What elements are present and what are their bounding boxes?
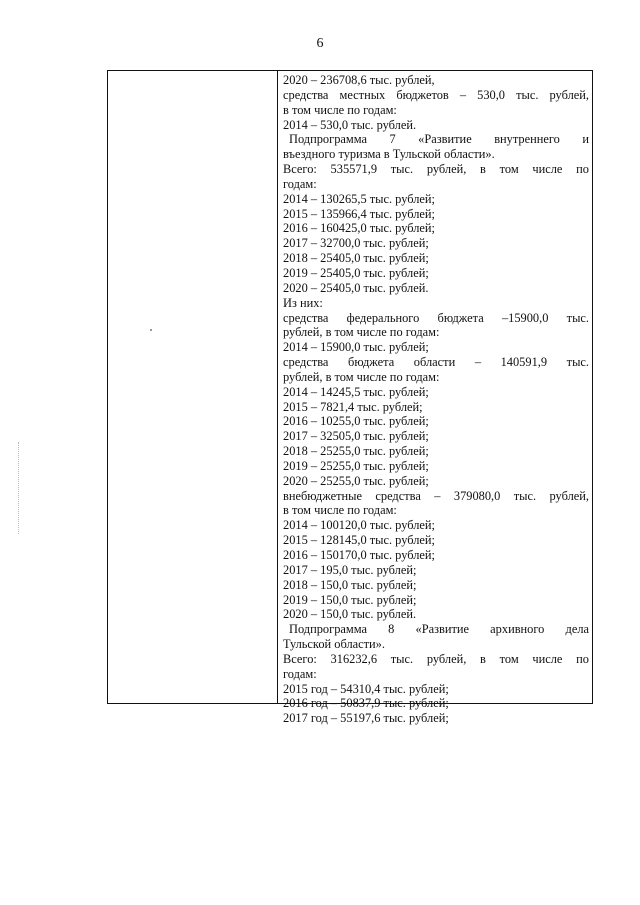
table-left-cell [108, 71, 278, 703]
text-line: Подпрограмма 8 «Развитие архивного дела [289, 622, 589, 637]
text-line: Всего: 535571,9 тыс. рублей, в том числе по [283, 162, 589, 177]
text-line: 2016 год – 50837,9 тыс. рублей; [283, 696, 449, 711]
funding-table [107, 70, 593, 726]
text-line: 2020 – 25255,0 тыс. рублей; [283, 473, 429, 488]
text-line: средства федерального бюджета –15900,0 тыс. [283, 310, 589, 325]
text-line: годам: [283, 176, 317, 191]
text-line: 2014 – 15900,0 тыс. рублей; [283, 340, 429, 355]
text-line: средства бюджета области – 140591,9 тыс. [283, 355, 589, 370]
text-line: въездного туризма в Тульской области». [283, 147, 495, 162]
text-line: Из них: [283, 295, 323, 310]
text-line: 2020 – 236708,6 тыс. рублей, [283, 73, 435, 87]
text-line: внебюджетные средства – 379080,0 тыс. рублей, [283, 488, 589, 503]
text-line: 2020 – 25405,0 тыс. рублей. [283, 280, 429, 295]
text-line: 2015 – 135966,4 тыс. рублей; [283, 206, 435, 221]
text-line: 2018 – 25405,0 тыс. рублей; [283, 251, 429, 266]
text-line: 2015 – 128145,0 тыс. рублей; [283, 533, 435, 548]
text-line: рублей, в том числе по годам: [283, 325, 440, 340]
text-line: 2014 – 530,0 тыс. рублей. [283, 117, 417, 132]
text-line: 2016 – 160425,0 тыс. рублей; [283, 221, 435, 236]
text-line: 2019 – 150,0 тыс. рублей; [283, 592, 417, 607]
text-line: Подпрограмма 7 «Развитие внутреннего и [289, 132, 589, 147]
text-line: 2018 – 25255,0 тыс. рублей; [283, 444, 429, 459]
text-line: 2015 – 7821,4 тыс. рублей; [283, 399, 423, 414]
text-line: 2014 – 100120,0 тыс. рублей; [283, 518, 435, 533]
text-line: 2017 – 195,0 тыс. рублей; [283, 562, 417, 577]
text-line: 2015 год – 54310,4 тыс. рублей; [283, 681, 449, 696]
text-line: 2016 – 10255,0 тыс. рублей; [283, 414, 429, 429]
text-line: 2014 – 14245,5 тыс. рублей; [283, 384, 429, 399]
text-line: 2019 – 25255,0 тыс. рублей; [283, 458, 429, 473]
text-line: 2017 – 32700,0 тыс. рублей; [283, 236, 429, 251]
text-line: Тульской области». [283, 637, 385, 652]
text-line: 2017 год – 55197,6 тыс. рублей; [283, 711, 449, 726]
text-line: 2016 – 150170,0 тыс. рублей; [283, 548, 435, 562]
text-line: средства местных бюджетов – 530,0 тыс. рублей, [283, 87, 589, 102]
text-line: в том числе по годам: [283, 503, 397, 518]
page-number: 6 [316, 36, 324, 51]
text-line: 2017 – 32505,0 тыс. рублей; [283, 429, 429, 444]
text-line: рублей, в том числе по годам: [283, 369, 440, 384]
text-line: в том числе по годам: [283, 102, 397, 117]
text-line: 2020 – 150,0 тыс. рублей. [283, 607, 417, 622]
text-line: 2014 – 130265,5 тыс. рублей; [283, 191, 435, 206]
text-line: 2019 – 25405,0 тыс. рублей; [283, 265, 429, 280]
text-line: Всего: 316232,6 тыс. рублей, в том числе по [283, 651, 589, 666]
scan-artifact [18, 442, 20, 534]
text-line: 2018 – 150,0 тыс. рублей; [283, 577, 417, 592]
text-line: годам: [283, 666, 317, 681]
table-right-cell [278, 71, 592, 726]
